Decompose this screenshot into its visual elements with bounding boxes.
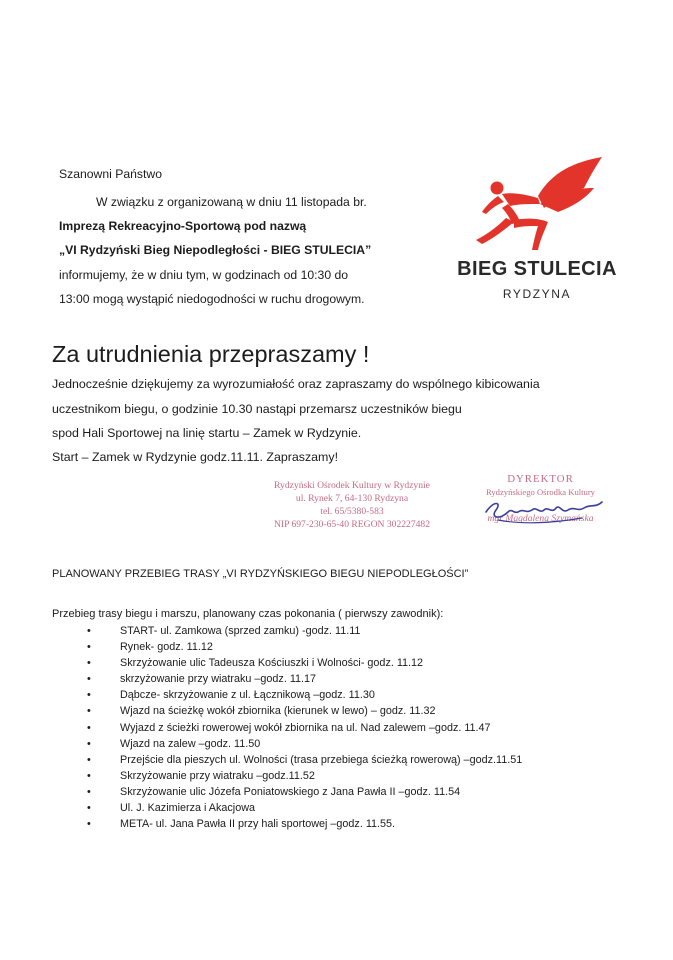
event-label: Imprezą Rekreacyjno-Sportową pod nazwą xyxy=(59,219,307,233)
bullet-icon: • xyxy=(87,625,91,637)
organization-stamp xyxy=(268,479,436,531)
director-organization: Rydzyńskiego Ośrodka Kultury xyxy=(486,487,595,497)
route-title: PLANOWANY PRZEBIEG TRASY „VI RYDZYŃSKIEGO BIEGU NIEPODLEGŁOŚCI” xyxy=(52,568,469,580)
bullet-icon: • xyxy=(87,689,91,702)
event-name: „VI Rydzyński Bieg Niepodległości - BIEG STULECIA” xyxy=(59,243,372,257)
route-item-text: Wjazd na zalew –godz. 11.50 xyxy=(120,737,261,750)
info-line-1: informujemy, że w dniu tym, w godzinach od 10:30 do xyxy=(59,268,349,282)
handwritten-signature xyxy=(478,490,608,530)
logo-title: BIEG STULECIA xyxy=(457,258,617,280)
route-item-text: Rynek- godz. 11.12 xyxy=(120,641,213,654)
bullet-icon: • xyxy=(87,657,91,670)
route-item-text: Wyjazd z ścieżki rowerowej wokół zbiornika na ul. Nad zalewem –godz. 11.47 xyxy=(120,721,491,734)
thanks-line-1: Jednocześnie dziękujemy za wyrozumiałość oraz zapraszamy do wspólnego kibicowania xyxy=(52,377,540,391)
stamp-line: tel. 65/5380-583 xyxy=(320,506,384,517)
bullet-icon: • xyxy=(87,753,91,766)
director-title: DYREKTOR xyxy=(507,473,574,485)
stamp-line: Rydzyński Ośrodek Kultury w Rydzynie xyxy=(274,480,430,491)
thanks-line-4: Start – Zamek w Rydzynie godz.11.11. Zapraszamy! xyxy=(52,450,339,464)
info-line-2: 13:00 mogą wystąpić niedogodności w ruchu drogowym. xyxy=(59,292,365,306)
bullet-icon: • xyxy=(87,769,91,782)
bullet-icon: • xyxy=(87,802,91,815)
route-item-text: Ul. J. Kazimierza i Akacjowa xyxy=(120,802,256,815)
bullet-icon: • xyxy=(87,641,91,654)
thanks-line-2: uczestnikom biegu, o godzinie 10.30 nastąpi przemarsz uczestników biegu xyxy=(52,402,462,416)
bullet-icon: • xyxy=(87,737,91,750)
route-item-text: Wjazd na ścieżkę wokół zbiornika (kierunek w lewo) – godz. 11.32 xyxy=(120,705,436,718)
route-item-text: Skrzyżowanie ulic Józefa Poniatowskiego z Jana Pawła II –godz. 11.54 xyxy=(120,785,461,798)
logo-subtitle: RYDZYNA xyxy=(502,287,572,301)
route-item-text: Skrzyżowanie ulic Tadeusza Kościuszki i Wolności- godz. 11.12 xyxy=(120,657,424,670)
thanks-line-3: spod Hali Sportowej na linię startu – Zamek w Rydzynie. xyxy=(52,426,362,440)
bieg-stulecia-logo xyxy=(452,152,622,308)
bullet-icon: • xyxy=(87,785,91,798)
bullet-icon: • xyxy=(87,705,91,718)
apology-heading: Za utrudnienia przepraszamy ! xyxy=(52,341,370,367)
route-item-text: skrzyżowanie przy wiatraku –godz. 11.17 xyxy=(120,673,317,686)
route-item-text: Skrzyżowanie przy wiatraku –godz.11.52 xyxy=(120,769,315,782)
route-item-text: META- ul. Jana Pawła II przy hali sportowej –godz. 11.55. xyxy=(120,818,396,831)
route-item-text: Dąbcze- skrzyżowanie z ul. Łącznikową –godz. 11.30 xyxy=(120,689,375,702)
stamp-line: NIP 697-230-65-40 REGON 302227482 xyxy=(273,519,431,530)
route-intro: Przebieg trasy biegu i marszu, planowany czas pokonania ( pierwszy zawodnik): xyxy=(52,608,444,620)
intro-text: W związku z organizowaną w dniu 11 listopada br. xyxy=(96,195,367,209)
bullet-icon: • xyxy=(87,673,91,686)
route-item-text: START- ul. Zamkowa (sprzed zamku) -godz. 11.11 xyxy=(120,625,361,637)
runner-icon xyxy=(452,152,622,256)
bullet-icon: • xyxy=(87,818,91,831)
stamp-line: ul. Rynek 7, 64-130 Rydzyna xyxy=(295,493,409,504)
bullet-icon: • xyxy=(87,721,91,734)
route-item-text: Przejście dla pieszych ul. Wolności (trasa przebiega ścieżką rowerową) –godz.11.51 xyxy=(120,753,523,766)
director-name: mgr Magdalena Szymańska xyxy=(487,513,594,524)
salutation: Szanowni Państwo xyxy=(59,167,162,181)
